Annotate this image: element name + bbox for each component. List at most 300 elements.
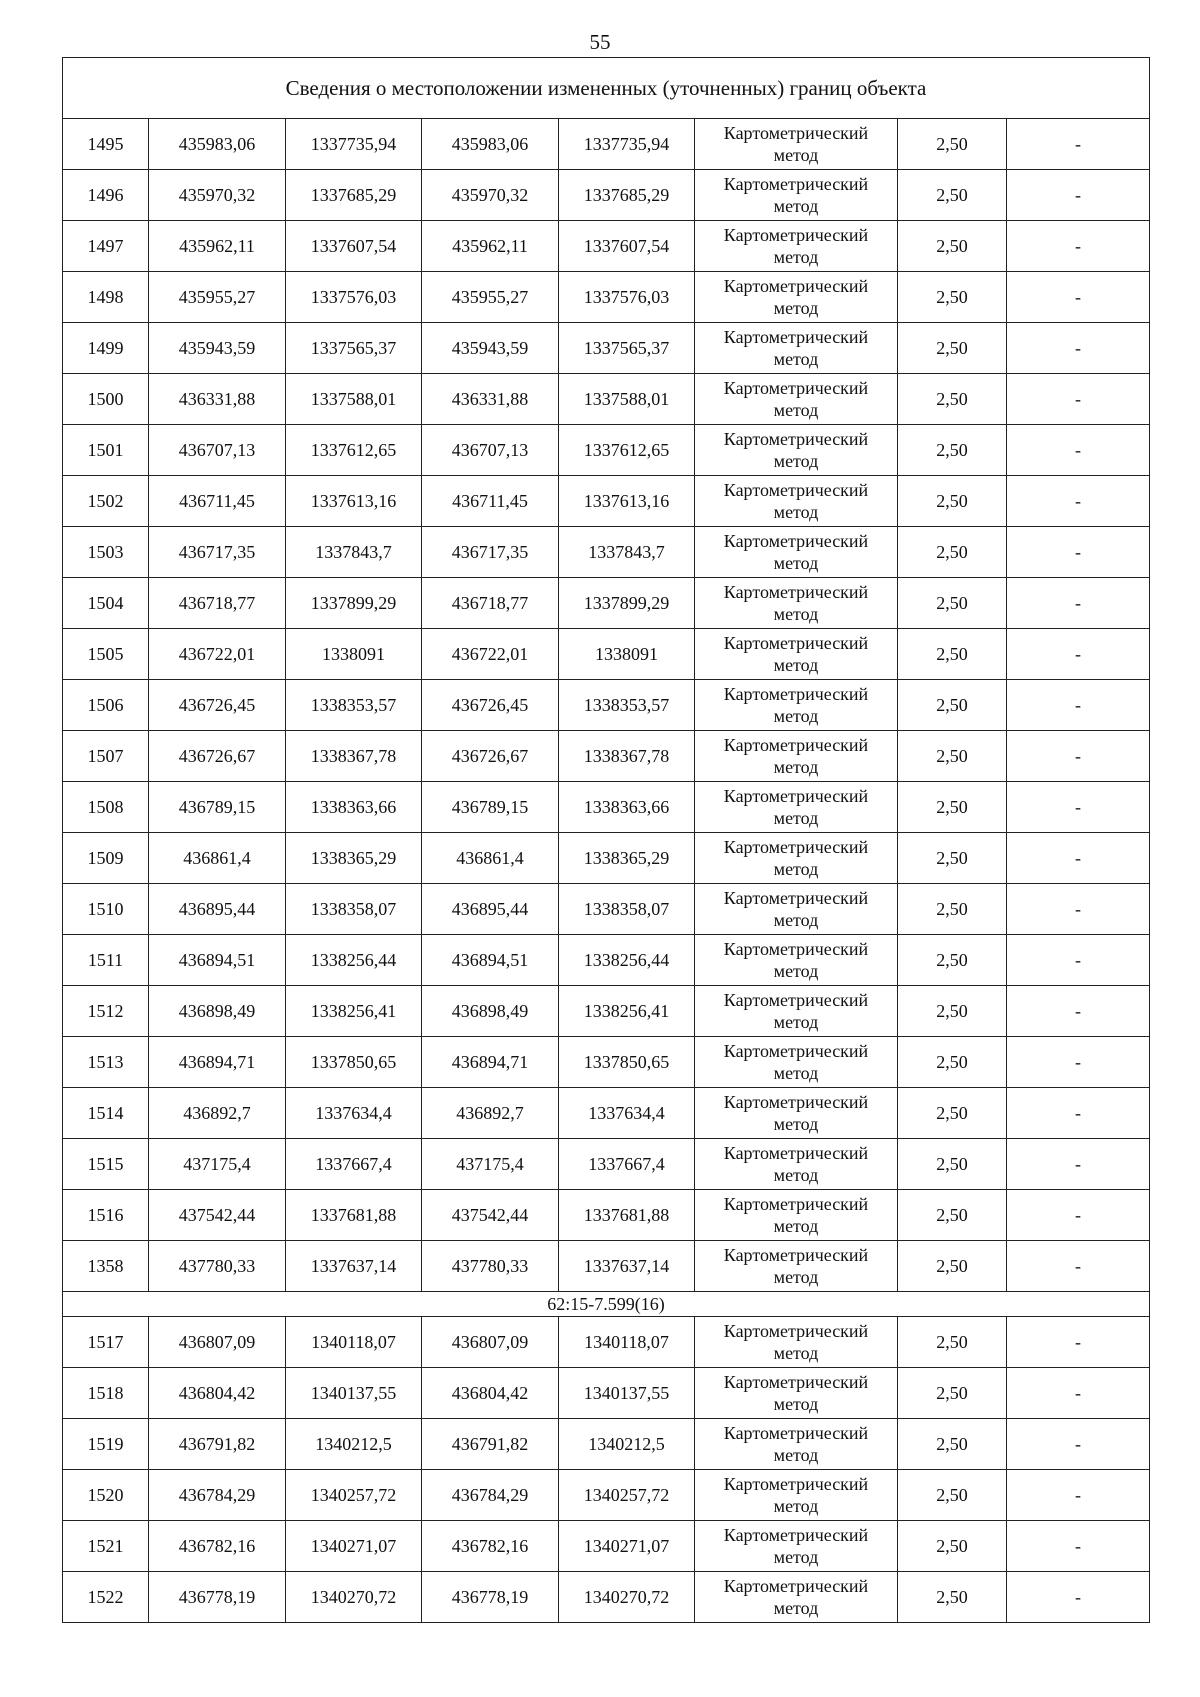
x-new-cell: 436791,82 xyxy=(422,1419,559,1470)
x-existing-cell: 435983,06 xyxy=(149,119,286,170)
method-cell xyxy=(695,629,898,680)
accuracy-cell: 2,50 xyxy=(898,1317,1007,1368)
point-number-cell: 1510 xyxy=(63,884,149,935)
accuracy-cell: 2,50 xyxy=(898,170,1007,221)
method-line2: метод xyxy=(773,1216,819,1236)
y-existing-cell: 1337576,03 xyxy=(286,272,422,323)
description-cell: - xyxy=(1007,1521,1150,1572)
method-line1: Картометрический xyxy=(723,582,869,602)
point-number-cell: 1358 xyxy=(63,1241,149,1292)
description-cell: - xyxy=(1007,1419,1150,1470)
x-existing-cell: 436707,13 xyxy=(149,425,286,476)
x-new-cell: 436782,16 xyxy=(422,1521,559,1572)
method-cell xyxy=(695,221,898,272)
x-new-cell: 435943,59 xyxy=(422,323,559,374)
x-new-cell: 436894,71 xyxy=(422,1037,559,1088)
x-existing-cell: 436778,19 xyxy=(149,1572,286,1623)
x-new-cell: 437780,33 xyxy=(422,1241,559,1292)
method-line1: Картометрический xyxy=(723,174,869,194)
method-line1: Картометрический xyxy=(723,1143,869,1163)
x-new-cell: 436707,13 xyxy=(422,425,559,476)
point-number-cell: 1513 xyxy=(63,1037,149,1088)
method-line1: Картометрический xyxy=(723,1474,869,1494)
accuracy-cell: 2,50 xyxy=(898,221,1007,272)
point-number-cell: 1508 xyxy=(63,782,149,833)
method-cell xyxy=(695,731,898,782)
accuracy-cell: 2,50 xyxy=(898,1368,1007,1419)
x-existing-cell: 436717,35 xyxy=(149,527,286,578)
x-existing-cell: 436892,7 xyxy=(149,1088,286,1139)
table-row xyxy=(63,1317,1150,1368)
y-new-cell: 1338365,29 xyxy=(559,833,695,884)
method-line1: Картометрический xyxy=(723,531,869,551)
point-number-cell: 1514 xyxy=(63,1088,149,1139)
y-new-cell: 1337843,7 xyxy=(559,527,695,578)
y-existing-cell: 1337637,14 xyxy=(286,1241,422,1292)
method-line1: Картометрический xyxy=(723,123,869,143)
accuracy-cell: 2,50 xyxy=(898,986,1007,1037)
y-existing-cell: 1337588,01 xyxy=(286,374,422,425)
y-new-cell: 1338353,57 xyxy=(559,680,695,731)
method-line1: Картометрический xyxy=(723,837,869,857)
x-new-cell: 436898,49 xyxy=(422,986,559,1037)
point-number-cell: 1522 xyxy=(63,1572,149,1623)
section-label: 62:15-7.599(16) xyxy=(63,1292,1150,1317)
table-row xyxy=(63,527,1150,578)
method-line2: метод xyxy=(773,859,819,879)
point-number-cell: 1505 xyxy=(63,629,149,680)
point-number-cell: 1507 xyxy=(63,731,149,782)
table-title: Сведения о местоположении измененных (уточненных) границ объекта xyxy=(63,58,1150,119)
method-line2: метод xyxy=(773,196,819,216)
method-line2: метод xyxy=(773,298,819,318)
x-existing-cell: 435962,11 xyxy=(149,221,286,272)
description-cell: - xyxy=(1007,221,1150,272)
x-new-cell: 435962,11 xyxy=(422,221,559,272)
method-cell xyxy=(695,782,898,833)
method-line1: Картометрический xyxy=(723,1092,869,1112)
description-cell: - xyxy=(1007,1572,1150,1623)
method-line2: метод xyxy=(773,706,819,726)
accuracy-cell: 2,50 xyxy=(898,527,1007,578)
y-existing-cell: 1338363,66 xyxy=(286,782,422,833)
y-new-cell: 1337681,88 xyxy=(559,1190,695,1241)
table-row xyxy=(63,323,1150,374)
description-cell: - xyxy=(1007,1368,1150,1419)
method-line1: Картометрический xyxy=(723,1245,869,1265)
point-number-cell: 1503 xyxy=(63,527,149,578)
y-new-cell: 1337612,65 xyxy=(559,425,695,476)
method-cell xyxy=(695,1521,898,1572)
x-new-cell: 435955,27 xyxy=(422,272,559,323)
method-cell xyxy=(695,425,898,476)
method-line2: метод xyxy=(773,349,819,369)
method-line1: Картометрический xyxy=(723,1321,869,1341)
method-line2: метод xyxy=(773,1547,819,1567)
description-cell: - xyxy=(1007,782,1150,833)
table-header-row xyxy=(63,58,1150,119)
x-new-cell: 436726,45 xyxy=(422,680,559,731)
x-new-cell: 436711,45 xyxy=(422,476,559,527)
x-existing-cell: 435943,59 xyxy=(149,323,286,374)
point-number-cell: 1519 xyxy=(63,1419,149,1470)
section-row xyxy=(63,1292,1150,1317)
table-row xyxy=(63,884,1150,935)
accuracy-cell: 2,50 xyxy=(898,1572,1007,1623)
accuracy-cell: 2,50 xyxy=(898,476,1007,527)
accuracy-cell: 2,50 xyxy=(898,1470,1007,1521)
x-existing-cell: 436804,42 xyxy=(149,1368,286,1419)
point-number-cell: 1495 xyxy=(63,119,149,170)
description-cell: - xyxy=(1007,476,1150,527)
method-cell xyxy=(695,578,898,629)
method-cell xyxy=(695,1572,898,1623)
method-line1: Картометрический xyxy=(723,786,869,806)
y-new-cell: 1337607,54 xyxy=(559,221,695,272)
x-existing-cell: 437780,33 xyxy=(149,1241,286,1292)
method-cell xyxy=(695,1368,898,1419)
table-row xyxy=(63,1470,1150,1521)
method-line2: метод xyxy=(773,1445,819,1465)
x-existing-cell: 435955,27 xyxy=(149,272,286,323)
y-existing-cell: 1340118,07 xyxy=(286,1317,422,1368)
method-line2: метод xyxy=(773,400,819,420)
method-line1: Картометрический xyxy=(723,429,869,449)
y-new-cell: 1337634,4 xyxy=(559,1088,695,1139)
point-number-cell: 1509 xyxy=(63,833,149,884)
x-existing-cell: 436861,4 xyxy=(149,833,286,884)
method-line1: Картометрический xyxy=(723,1194,869,1214)
description-cell: - xyxy=(1007,731,1150,782)
method-line2: метод xyxy=(773,502,819,522)
table-row xyxy=(63,221,1150,272)
method-line1: Картометрический xyxy=(723,888,869,908)
table-row xyxy=(63,1139,1150,1190)
point-number-cell: 1511 xyxy=(63,935,149,986)
method-line1: Картометрический xyxy=(723,480,869,500)
method-line2: метод xyxy=(773,247,819,267)
y-new-cell: 1340137,55 xyxy=(559,1368,695,1419)
table-row xyxy=(63,986,1150,1037)
method-line2: метод xyxy=(773,1394,819,1414)
x-existing-cell: 436791,82 xyxy=(149,1419,286,1470)
description-cell: - xyxy=(1007,1470,1150,1521)
x-existing-cell: 436726,45 xyxy=(149,680,286,731)
description-cell: - xyxy=(1007,986,1150,1037)
method-line1: Картометрический xyxy=(723,1576,869,1596)
x-new-cell: 436722,01 xyxy=(422,629,559,680)
point-number-cell: 1500 xyxy=(63,374,149,425)
description-cell: - xyxy=(1007,527,1150,578)
x-new-cell: 436807,09 xyxy=(422,1317,559,1368)
method-line1: Картометрический xyxy=(723,1041,869,1061)
method-line1: Картометрический xyxy=(723,1423,869,1443)
method-line2: метод xyxy=(773,1114,819,1134)
accuracy-cell: 2,50 xyxy=(898,1241,1007,1292)
method-line1: Картометрический xyxy=(723,378,869,398)
accuracy-cell: 2,50 xyxy=(898,1190,1007,1241)
description-cell: - xyxy=(1007,170,1150,221)
method-line2: метод xyxy=(773,1012,819,1032)
description-cell: - xyxy=(1007,272,1150,323)
method-cell xyxy=(695,1317,898,1368)
accuracy-cell: 2,50 xyxy=(898,1139,1007,1190)
table-row xyxy=(63,1190,1150,1241)
y-existing-cell: 1338091 xyxy=(286,629,422,680)
x-new-cell: 436718,77 xyxy=(422,578,559,629)
y-existing-cell: 1340270,72 xyxy=(286,1572,422,1623)
method-line2: метод xyxy=(773,808,819,828)
method-line1: Картометрический xyxy=(723,990,869,1010)
method-cell xyxy=(695,1419,898,1470)
accuracy-cell: 2,50 xyxy=(898,1521,1007,1572)
accuracy-cell: 2,50 xyxy=(898,1419,1007,1470)
x-existing-cell: 436711,45 xyxy=(149,476,286,527)
table-row xyxy=(63,578,1150,629)
point-number-cell: 1515 xyxy=(63,1139,149,1190)
table-row xyxy=(63,119,1150,170)
description-cell: - xyxy=(1007,833,1150,884)
description-cell: - xyxy=(1007,1241,1150,1292)
x-new-cell: 436789,15 xyxy=(422,782,559,833)
x-new-cell: 437175,4 xyxy=(422,1139,559,1190)
x-new-cell: 437542,44 xyxy=(422,1190,559,1241)
method-line1: Картометрический xyxy=(723,276,869,296)
point-number-cell: 1502 xyxy=(63,476,149,527)
point-number-cell: 1506 xyxy=(63,680,149,731)
method-cell xyxy=(695,1470,898,1521)
y-new-cell: 1338358,07 xyxy=(559,884,695,935)
point-number-cell: 1504 xyxy=(63,578,149,629)
method-cell xyxy=(695,1190,898,1241)
x-new-cell: 435983,06 xyxy=(422,119,559,170)
description-cell: - xyxy=(1007,374,1150,425)
table-row xyxy=(63,833,1150,884)
method-line1: Картометрический xyxy=(723,1525,869,1545)
table-row xyxy=(63,1368,1150,1419)
x-existing-cell: 436726,67 xyxy=(149,731,286,782)
table-row xyxy=(63,1088,1150,1139)
x-new-cell: 436895,44 xyxy=(422,884,559,935)
description-cell: - xyxy=(1007,1037,1150,1088)
table-row xyxy=(63,425,1150,476)
description-cell: - xyxy=(1007,119,1150,170)
table-row xyxy=(63,476,1150,527)
method-cell xyxy=(695,986,898,1037)
table-row xyxy=(63,1037,1150,1088)
method-line2: метод xyxy=(773,655,819,675)
x-new-cell: 436894,51 xyxy=(422,935,559,986)
x-existing-cell: 436722,01 xyxy=(149,629,286,680)
x-new-cell: 436784,29 xyxy=(422,1470,559,1521)
point-number-cell: 1499 xyxy=(63,323,149,374)
y-existing-cell: 1338256,41 xyxy=(286,986,422,1037)
description-cell: - xyxy=(1007,629,1150,680)
point-number-cell: 1512 xyxy=(63,986,149,1037)
point-number-cell: 1516 xyxy=(63,1190,149,1241)
y-existing-cell: 1340271,07 xyxy=(286,1521,422,1572)
description-cell: - xyxy=(1007,1088,1150,1139)
y-new-cell: 1337588,01 xyxy=(559,374,695,425)
y-new-cell: 1340270,72 xyxy=(559,1572,695,1623)
accuracy-cell: 2,50 xyxy=(898,782,1007,833)
method-line2: метод xyxy=(773,553,819,573)
method-line2: метод xyxy=(773,1063,819,1083)
x-existing-cell: 436894,51 xyxy=(149,935,286,986)
method-line1: Картометрический xyxy=(723,684,869,704)
accuracy-cell: 2,50 xyxy=(898,119,1007,170)
table-row xyxy=(63,272,1150,323)
x-new-cell: 436892,7 xyxy=(422,1088,559,1139)
x-new-cell: 436861,4 xyxy=(422,833,559,884)
method-cell xyxy=(695,935,898,986)
y-new-cell: 1340212,5 xyxy=(559,1419,695,1470)
y-existing-cell: 1337843,7 xyxy=(286,527,422,578)
y-new-cell: 1338091 xyxy=(559,629,695,680)
method-line2: метод xyxy=(773,1496,819,1516)
x-new-cell: 435970,32 xyxy=(422,170,559,221)
method-line2: метод xyxy=(773,604,819,624)
x-existing-cell: 436782,16 xyxy=(149,1521,286,1572)
y-new-cell: 1337565,37 xyxy=(559,323,695,374)
method-line1: Картометрический xyxy=(723,735,869,755)
method-line2: метод xyxy=(773,451,819,471)
description-cell: - xyxy=(1007,935,1150,986)
y-existing-cell: 1337634,4 xyxy=(286,1088,422,1139)
y-new-cell: 1337613,16 xyxy=(559,476,695,527)
x-new-cell: 436331,88 xyxy=(422,374,559,425)
y-existing-cell: 1337565,37 xyxy=(286,323,422,374)
y-existing-cell: 1337685,29 xyxy=(286,170,422,221)
accuracy-cell: 2,50 xyxy=(898,1037,1007,1088)
point-number-cell: 1497 xyxy=(63,221,149,272)
x-existing-cell: 436807,09 xyxy=(149,1317,286,1368)
y-existing-cell: 1338367,78 xyxy=(286,731,422,782)
y-new-cell: 1338256,41 xyxy=(559,986,695,1037)
y-existing-cell: 1337681,88 xyxy=(286,1190,422,1241)
method-line1: Картометрический xyxy=(723,225,869,245)
table-row xyxy=(63,935,1150,986)
boundary-coordinates-table xyxy=(62,57,1150,1623)
y-new-cell: 1340271,07 xyxy=(559,1521,695,1572)
y-new-cell: 1338367,78 xyxy=(559,731,695,782)
method-line2: метод xyxy=(773,961,819,981)
x-existing-cell: 436895,44 xyxy=(149,884,286,935)
point-number-cell: 1498 xyxy=(63,272,149,323)
table-row xyxy=(63,1521,1150,1572)
table-row xyxy=(63,374,1150,425)
description-cell: - xyxy=(1007,1317,1150,1368)
y-existing-cell: 1338365,29 xyxy=(286,833,422,884)
point-number-cell: 1496 xyxy=(63,170,149,221)
x-new-cell: 436778,19 xyxy=(422,1572,559,1623)
method-cell xyxy=(695,374,898,425)
accuracy-cell: 2,50 xyxy=(898,629,1007,680)
x-existing-cell: 436784,29 xyxy=(149,1470,286,1521)
y-existing-cell: 1340257,72 xyxy=(286,1470,422,1521)
y-existing-cell: 1337607,54 xyxy=(286,221,422,272)
table-row xyxy=(63,782,1150,833)
method-cell xyxy=(695,170,898,221)
method-line1: Картометрический xyxy=(723,633,869,653)
method-line2: метод xyxy=(773,1598,819,1618)
method-line1: Картометрический xyxy=(723,327,869,347)
x-existing-cell: 436718,77 xyxy=(149,578,286,629)
accuracy-cell: 2,50 xyxy=(898,680,1007,731)
method-cell xyxy=(695,680,898,731)
point-number-cell: 1517 xyxy=(63,1317,149,1368)
y-existing-cell: 1340212,5 xyxy=(286,1419,422,1470)
y-new-cell: 1337850,65 xyxy=(559,1037,695,1088)
accuracy-cell: 2,50 xyxy=(898,374,1007,425)
method-cell xyxy=(695,1241,898,1292)
accuracy-cell: 2,50 xyxy=(898,884,1007,935)
y-new-cell: 1340118,07 xyxy=(559,1317,695,1368)
y-new-cell: 1337637,14 xyxy=(559,1241,695,1292)
method-cell xyxy=(695,272,898,323)
description-cell: - xyxy=(1007,425,1150,476)
x-existing-cell: 436894,71 xyxy=(149,1037,286,1088)
y-new-cell: 1337685,29 xyxy=(559,170,695,221)
method-cell xyxy=(695,527,898,578)
y-existing-cell: 1337667,4 xyxy=(286,1139,422,1190)
table-row xyxy=(63,731,1150,782)
table-row xyxy=(63,1241,1150,1292)
method-line2: метод xyxy=(773,910,819,930)
method-line2: метод xyxy=(773,1165,819,1185)
accuracy-cell: 2,50 xyxy=(898,272,1007,323)
y-existing-cell: 1338353,57 xyxy=(286,680,422,731)
y-new-cell: 1338256,44 xyxy=(559,935,695,986)
y-existing-cell: 1337735,94 xyxy=(286,119,422,170)
point-number-cell: 1518 xyxy=(63,1368,149,1419)
x-new-cell: 436717,35 xyxy=(422,527,559,578)
y-new-cell: 1337899,29 xyxy=(559,578,695,629)
point-number-cell: 1521 xyxy=(63,1521,149,1572)
method-line2: метод xyxy=(773,145,819,165)
description-cell: - xyxy=(1007,323,1150,374)
y-new-cell: 1337667,4 xyxy=(559,1139,695,1190)
x-existing-cell: 436898,49 xyxy=(149,986,286,1037)
description-cell: - xyxy=(1007,680,1150,731)
x-existing-cell: 435970,32 xyxy=(149,170,286,221)
method-cell xyxy=(695,1088,898,1139)
y-existing-cell: 1337613,16 xyxy=(286,476,422,527)
description-cell: - xyxy=(1007,578,1150,629)
method-cell xyxy=(695,119,898,170)
y-existing-cell: 1338358,07 xyxy=(286,884,422,935)
y-new-cell: 1338363,66 xyxy=(559,782,695,833)
y-new-cell: 1337576,03 xyxy=(559,272,695,323)
accuracy-cell: 2,50 xyxy=(898,425,1007,476)
method-line2: метод xyxy=(773,757,819,777)
method-cell xyxy=(695,884,898,935)
method-line2: метод xyxy=(773,1343,819,1363)
y-existing-cell: 1340137,55 xyxy=(286,1368,422,1419)
method-line1: Картометрический xyxy=(723,1372,869,1392)
x-existing-cell: 436331,88 xyxy=(149,374,286,425)
method-cell xyxy=(695,1139,898,1190)
x-new-cell: 436726,67 xyxy=(422,731,559,782)
method-cell xyxy=(695,833,898,884)
y-new-cell: 1340257,72 xyxy=(559,1470,695,1521)
method-cell xyxy=(695,476,898,527)
accuracy-cell: 2,50 xyxy=(898,731,1007,782)
description-cell: - xyxy=(1007,1190,1150,1241)
point-number-cell: 1501 xyxy=(63,425,149,476)
accuracy-cell: 2,50 xyxy=(898,935,1007,986)
accuracy-cell: 2,50 xyxy=(898,833,1007,884)
